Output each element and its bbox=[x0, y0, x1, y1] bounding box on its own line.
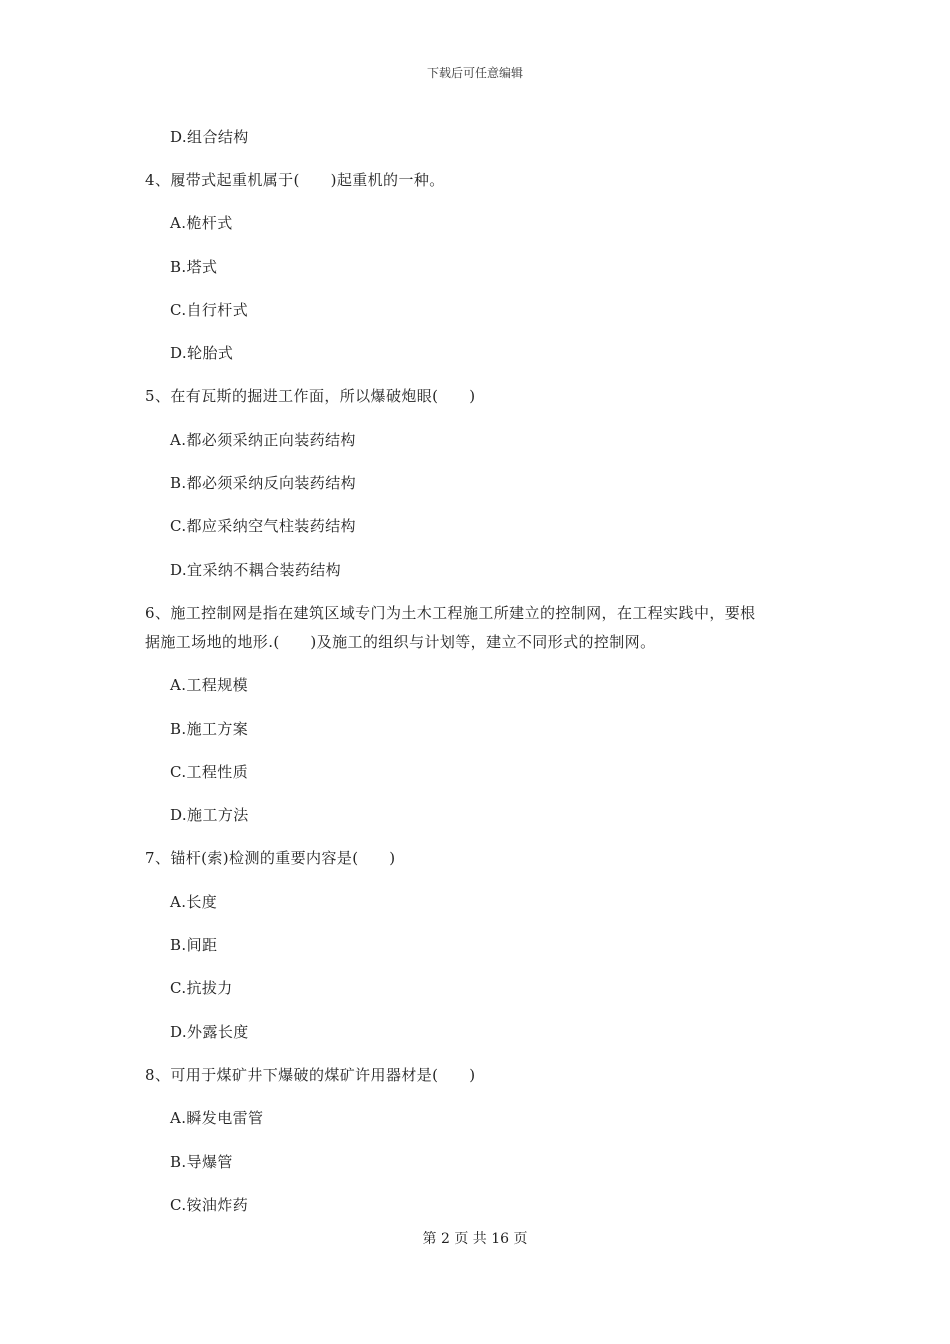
question-8: 8、可用于煤矿井下爆破的煤矿许用器材是( ) bbox=[145, 1066, 476, 1084]
question-7: 7、锚杆(索)检测的重要内容是( ) bbox=[145, 849, 396, 867]
option-6-b: B.施工方案 bbox=[170, 720, 249, 738]
footer-middle: 页 共 bbox=[454, 1231, 487, 1247]
question-4: 4、履带式起重机属于( )起重机的一种。 bbox=[145, 171, 445, 189]
option-5-b: B.都必须采纳反向装药结构 bbox=[170, 474, 356, 492]
page-footer bbox=[0, 1228, 950, 1248]
option-4-a: A.桅杆式 bbox=[170, 214, 233, 232]
option-7-b: B.间距 bbox=[170, 936, 218, 954]
option-7-c: C.抗拔力 bbox=[170, 979, 233, 997]
question-6-line-1: 6、施工控制网是指在建筑区域专门为土木工程施工所建立的控制网，在工程实践中，要根 bbox=[145, 604, 756, 622]
option-4-d: D.轮胎式 bbox=[170, 344, 234, 362]
option-5-c: C.都应采纳空气柱装药结构 bbox=[170, 517, 356, 535]
option-8-b: B.导爆管 bbox=[170, 1153, 233, 1171]
option-6-a: A.工程规模 bbox=[170, 676, 249, 694]
option-8-c: C.铵油炸药 bbox=[170, 1196, 249, 1214]
option-8-a: A.瞬发电雷管 bbox=[170, 1109, 264, 1127]
footer-suffix: 页 bbox=[513, 1231, 528, 1247]
footer-prefix: 第 bbox=[422, 1231, 437, 1247]
option-6-c: C.工程性质 bbox=[170, 763, 249, 781]
option-7-a: A.长度 bbox=[170, 893, 218, 911]
page-header: 下载后可任意编辑 bbox=[426, 66, 523, 80]
option-4-c: C.自行杆式 bbox=[170, 301, 249, 319]
footer-total-pages: 16 bbox=[491, 1231, 510, 1247]
option-3-d: D.组合结构 bbox=[170, 128, 249, 146]
option-6-d: D.施工方法 bbox=[170, 806, 249, 824]
option-4-b: B.塔式 bbox=[170, 258, 218, 276]
footer-page-number: 2 bbox=[440, 1231, 450, 1247]
question-5: 5、在有瓦斯的掘进工作面，所以爆破炮眼( ) bbox=[145, 387, 476, 405]
option-5-d: D.宜采纳不耦合装药结构 bbox=[170, 561, 342, 579]
option-5-a: A.都必须采纳正向装药结构 bbox=[170, 431, 356, 449]
question-6-line-2: 据施工场地的地形.( )及施工的组织与计划等，建立不同形式的控制网。 bbox=[145, 633, 656, 651]
option-7-d: D.外露长度 bbox=[170, 1023, 249, 1041]
